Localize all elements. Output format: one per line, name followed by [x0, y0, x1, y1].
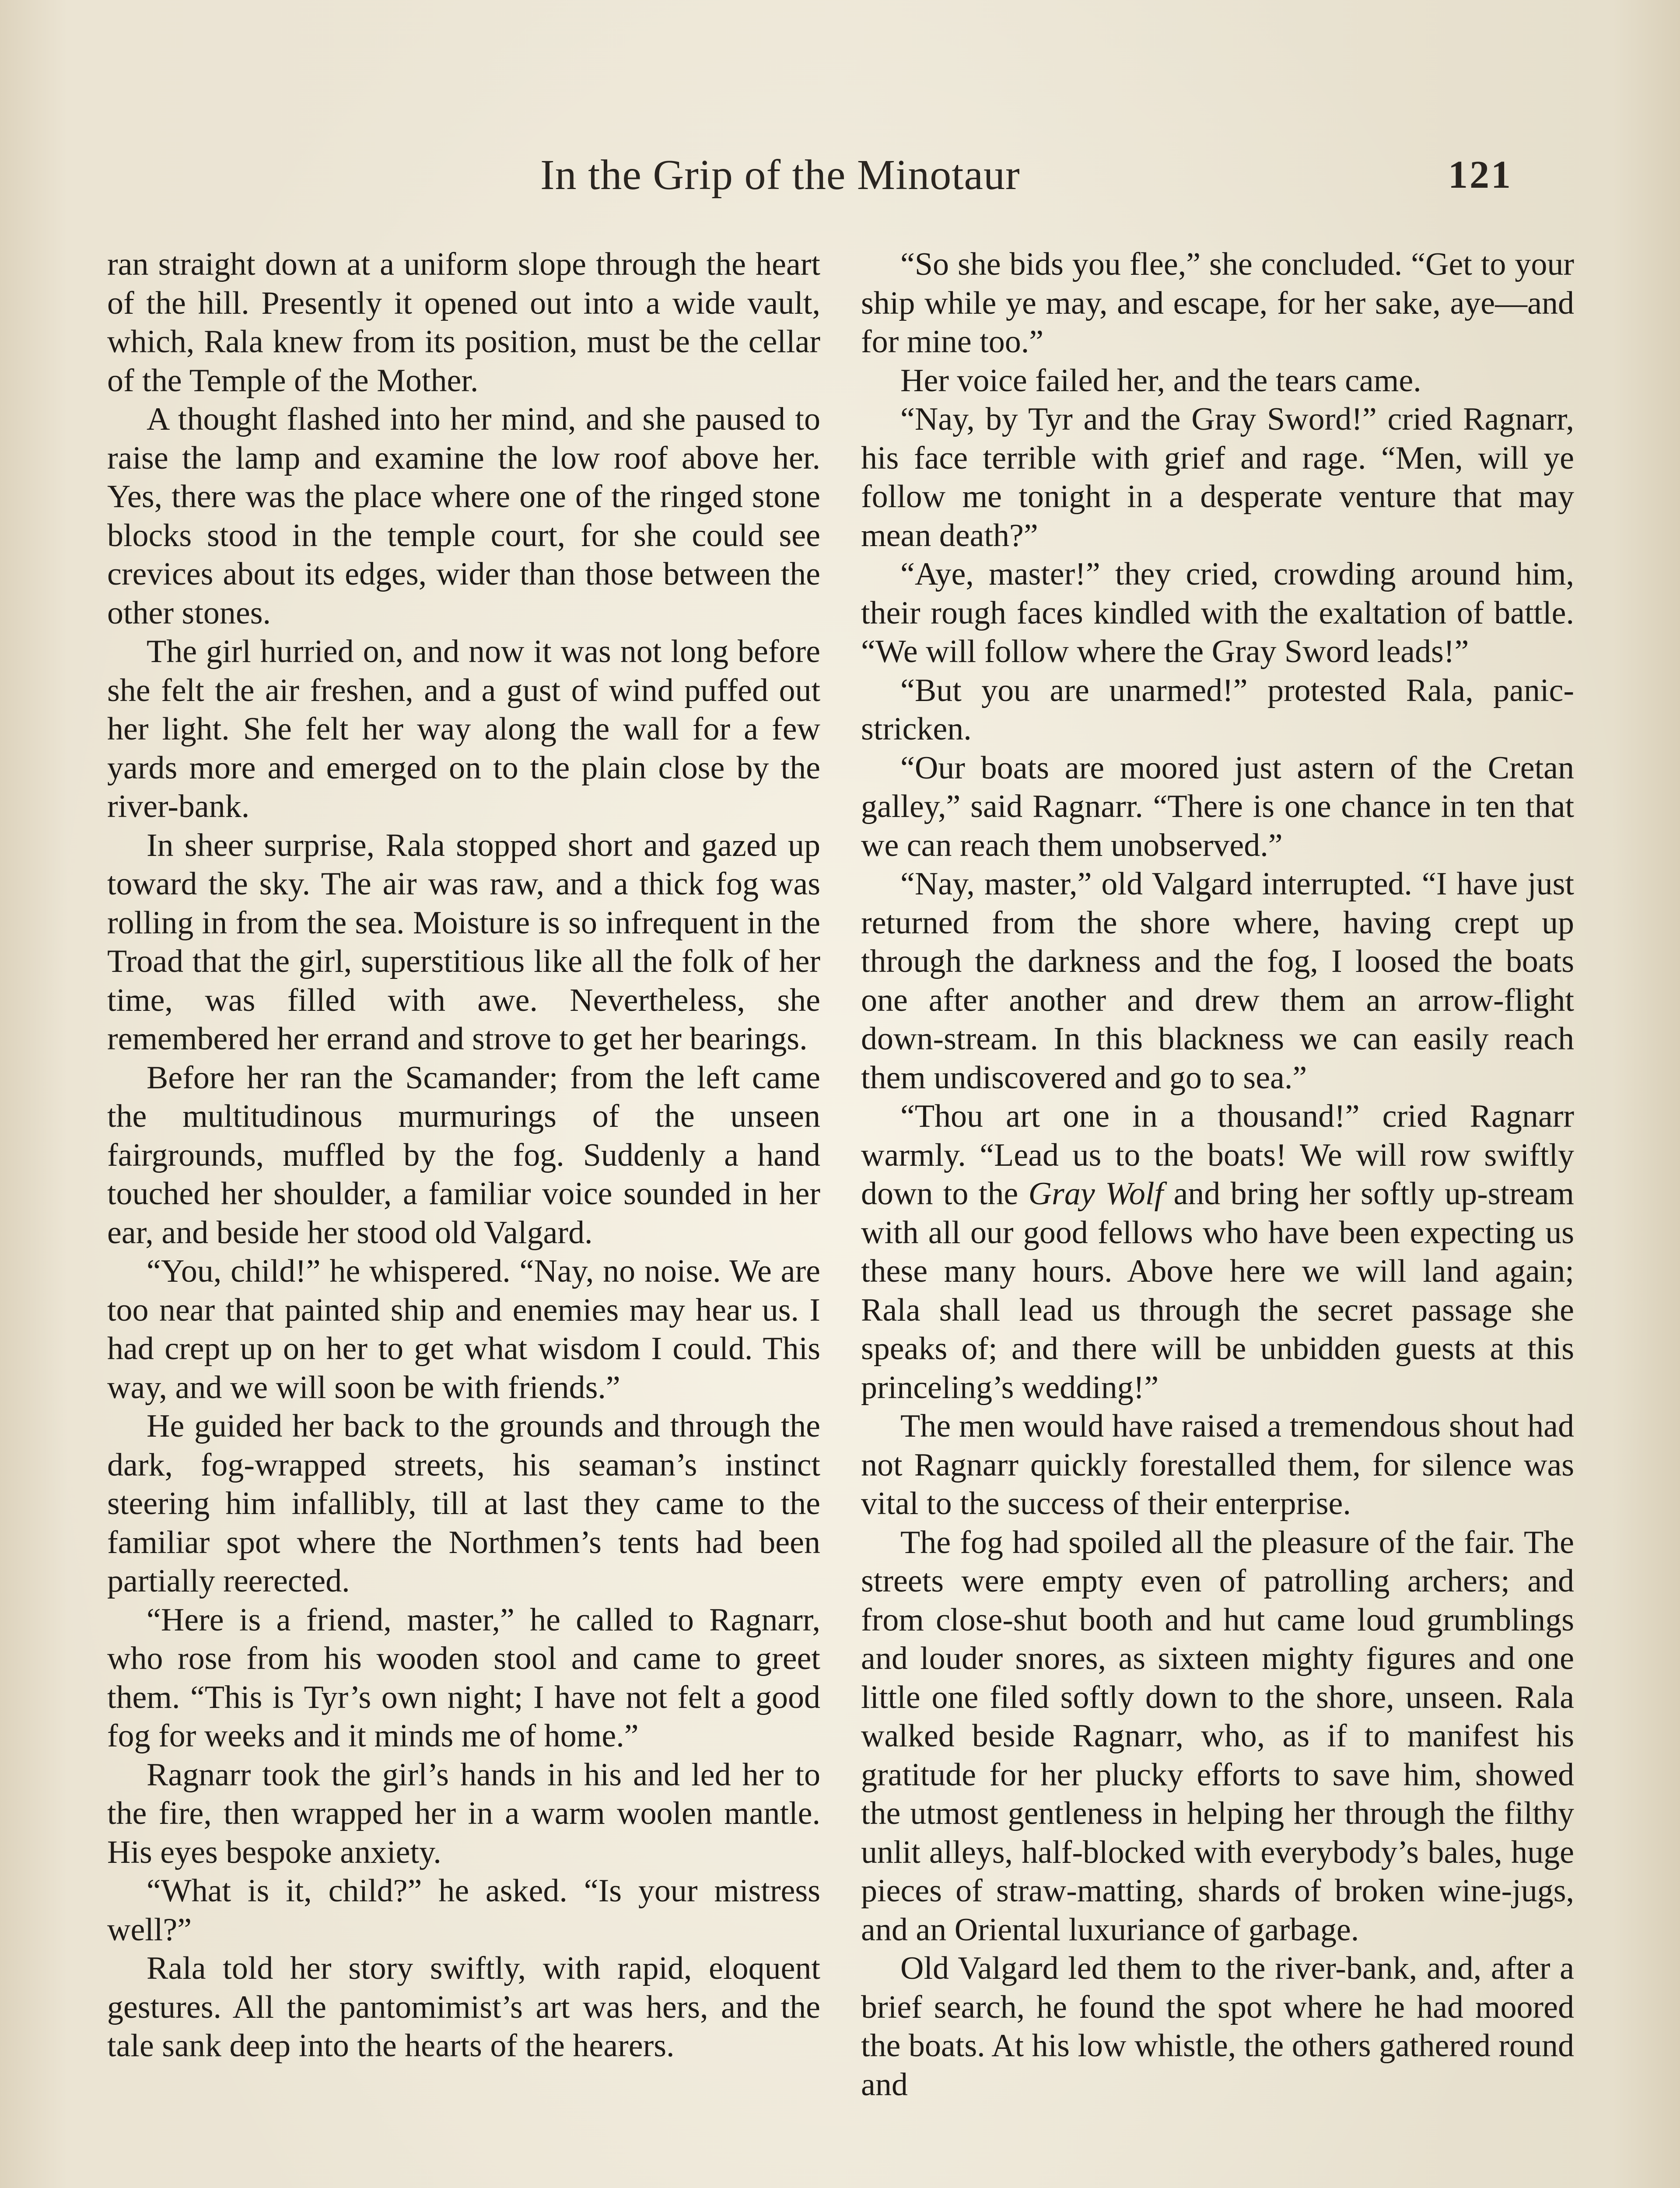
running-title: In the Grip of the Minotaur	[540, 151, 1020, 199]
paragraph: “Here is a friend, master,” he called to Ragnarr, who rose from his wooden stool and came to greet them. “This is Tyr’s own night; I have not felt a good fog for weeks and it minds me of home.”	[107, 1602, 820, 1754]
paragraph-continued: ran straight down at a uniform slope through the heart of the hill. Presently it opened out into a wide vault, which, Rala knew from its position, must be the cellar of the Temple of the Mother.	[107, 246, 820, 399]
page-header	[0, 144, 1680, 206]
paragraph: The fog had spoiled all the pleasure of the fair. The streets were empty even of patrolling archers; and from close-shut booth and hut came loud grumblings and louder snores, as sixteen mighty figures and one little one filed softly down to the shore, unseen. Rala walked beside Ragnarr, who, as if to manifest his gratitude for her plucky efforts to save him, showed the utmost gentleness in helping her through the filthy unlit alleys, half-blocked with everybody’s bales, huge pieces of straw-matting, shards of broken wine-jugs, and an Oriental luxuriance of garbage.	[861, 1524, 1574, 1948]
paragraph: In sheer surprise, Rala stopped short and gazed up toward the sky. The air was raw, and a thick fog was rolling in from the sea. Moisture is so infrequent in the Troad that the girl, superstitious like all the folk of her time, was filled with awe. Nevertheless, she remembered her errand and strove to get her bearings.	[107, 827, 820, 1057]
paragraph: “So she bids you flee,” she concluded. “Get to your ship while ye may, and escape, for her sake, aye—and for mine too.”	[861, 246, 1574, 360]
paragraph: “Nay, master,” old Valgard interrupted. “I have just returned from the shore where, having crept up through the darkness and the fog, I loosed the boats one after another and drew them an arrow-flight down-stream. In this blackness we can easily reach them undiscovered and go to sea.”	[861, 866, 1574, 1096]
paragraph: Rala told her story swiftly, with rapid, eloquent gestures. All the pantomimist’s art was hers, and the tale sank deep into the hearts of the hearers.	[107, 1950, 820, 2064]
right-column	[861, 245, 1574, 2104]
paragraph: A thought flashed into her mind, and she paused to raise the lamp and examine the low roof above her. Yes, there was the place where one of the ringed stone blocks stood in the temple court, for she could see crevices about its edges, wider than those between the other stones.	[107, 401, 820, 631]
paragraph: “Nay, by Tyr and the Gray Sword!” cried Ragnarr, his face terrible with grief and rage. “Men, will ye follow me tonight in a desperate venture that may mean death?”	[861, 401, 1574, 554]
paragraph: Ragnarr took the girl’s hands in his and led her to the fire, then wrapped her in a warm woolen mantle. His eyes bespoke anxiety.	[107, 1757, 820, 1870]
paragraph: Old Valgard led them to the river-bank, and, after a brief search, he found the spot where he had moored the boats. At his low whistle, the others gathered round and	[861, 1950, 1574, 2103]
paragraph: “What is it, child?” he asked. “Is your mistress well?”	[107, 1873, 820, 1948]
paragraph: The girl hurried on, and now it was not long before she felt the air freshen, and a gust of wind puffed out her light. She felt her way along the wall for a few yards more and emerged on to the plain close by the river-bank.	[107, 634, 820, 824]
page-number: 121	[1448, 153, 1512, 196]
paragraph: “But you are unarmed!” protested Rala, panic-stricken.	[861, 672, 1574, 747]
left-column	[107, 245, 820, 2065]
paragraph: The men would have raised a tremendous shout had not Ragnarr quickly forestalled them, for silence was vital to the success of their enterprise.	[861, 1408, 1574, 1522]
paragraph: “You, child!” he whispered. “Nay, no noise. We are too near that painted ship and enemies may hear us. I had crept up on her to get what wisdom I could. This way, and we will soon be with friends.”	[107, 1253, 820, 1406]
paragraph: “Thou art one in a thousand!” cried Ragnarr warmly. “Lead us to the boats! We will row swiftly down to the Gray Wolf and bring her softly up-stream with all our good fellows who have been expecting us these many hours. Above here we will land again; Rala shall lead us through the secret passage she speaks of; and there will be unbidden guests at this princeling’s wedding!”	[861, 1098, 1574, 1406]
paragraph: Her voice failed her, and the tears came.	[900, 362, 1421, 399]
paragraph: Before her ran the Scamander; from the left came the multitudinous murmurings of the unseen fairgrounds, muffled by the fog. Suddenly a hand touched her shoulder, a familiar voice sounded in her ear, and beside her stood old Valgard.	[107, 1059, 820, 1251]
paragraph: He guided her back to the grounds and through the dark, fog-wrapped streets, his seaman’s instinct steering him infallibly, till at last they came to the familiar spot where the Northmen’s tents had been partially reerected.	[107, 1408, 820, 1599]
paragraph: “Our boats are moored just astern of the Cretan galley,” said Ragnarr. “There is one chance in ten that we can reach them unobserved.”	[861, 750, 1574, 863]
paragraph: “Aye, master!” they cried, crowding around him, their rough faces kindled with the exaltation of battle. “We will follow where the Gray Sword leads!”	[861, 556, 1574, 670]
ship-name: Gray Wolf	[1028, 1176, 1164, 1212]
